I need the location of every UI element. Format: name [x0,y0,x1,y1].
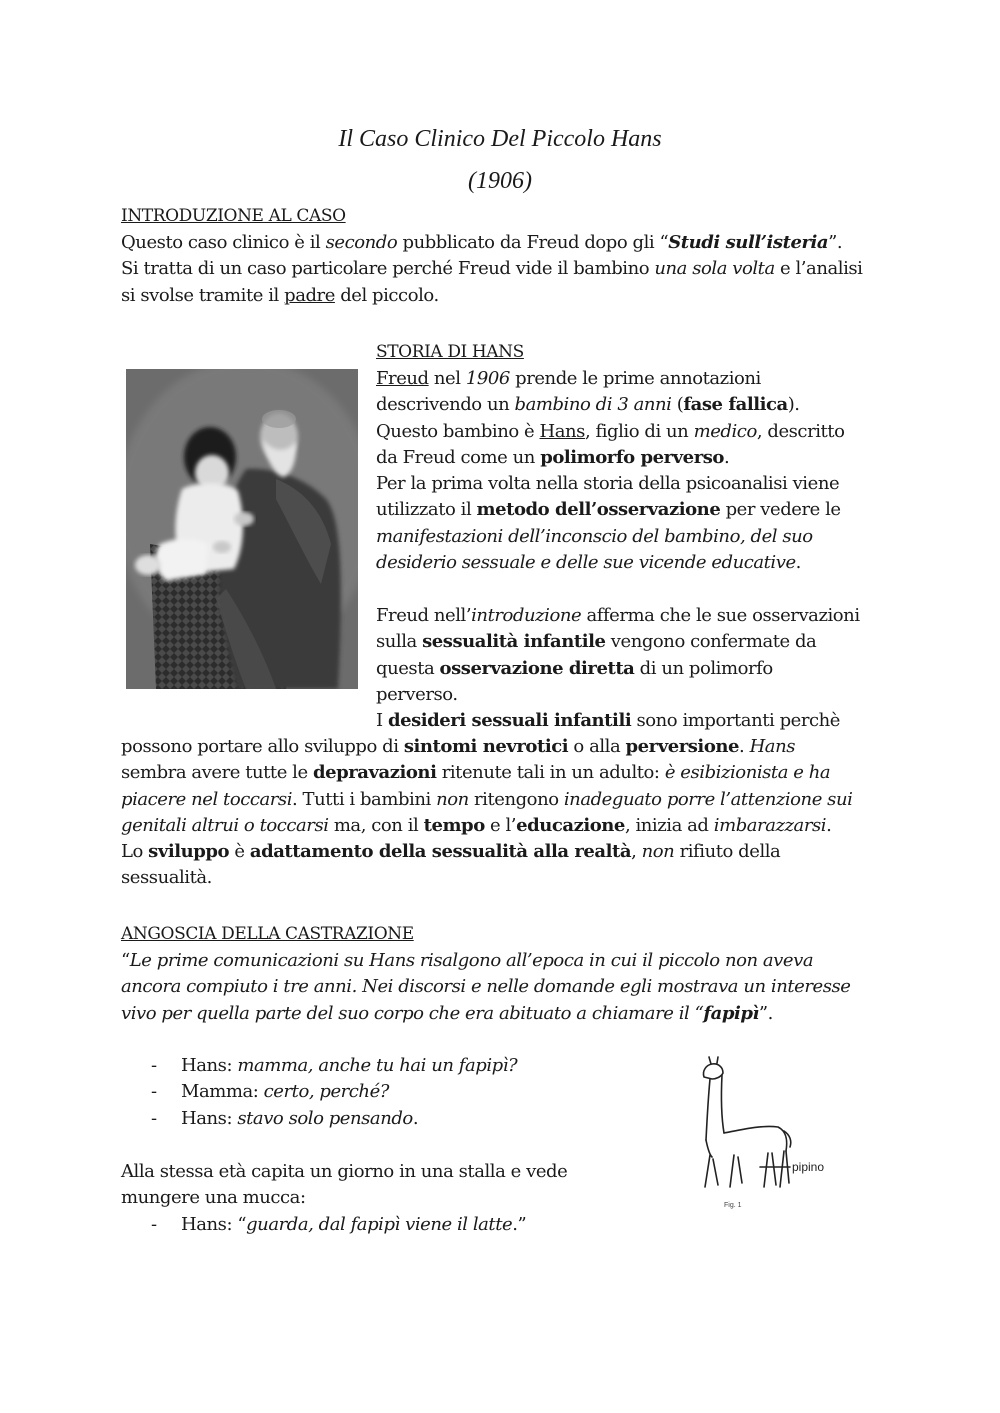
intro-paragraph [121,230,862,309]
text-line: Per la prima volta nella storia della psicoanalisi viene [376,473,840,495]
dialog-list [151,1053,601,1133]
section-heading-introduzione: INTRODUZIONE AL CASO [121,206,346,226]
text-line: desiderio sessuale e delle sue vicende educative. [376,552,801,574]
document-title: Il Caso Clinico Del Piccolo Hans [338,126,662,152]
stalla-paragraph [121,1159,567,1212]
section-heading-angoscia: ANGOSCIA DELLA CASTRAZIONE [121,924,414,944]
text-line: questa osservazione diretta di un polimorfo [376,657,773,679]
text-line: Lo sviluppo è adattamento della sessualità alla realtà, non rifiuto della [121,841,781,863]
text-line: si svolse tramite il padre del piccolo. [121,284,439,306]
text-line: Si tratta di un caso particolare perché Freud vide il bambino una sola volta e l’analisi [121,258,863,280]
text-line: piacere nel toccarsi. Tutti i bambini non ritengono inadeguato porre l’attenzione sui [121,788,853,810]
document-year: (1906) [468,168,532,194]
storia-paragraph-2 [376,603,860,708]
text-line: manifestazioni dell’inconscio del bambino, del suo [376,525,813,547]
storia-paragraph-1 [376,366,844,576]
text-line: sulla sessualità infantile vengono confermate da [376,631,817,653]
text-line: da Freud come un polimorfo perverso. [376,446,730,468]
text-line: possono portare allo sviluppo di sintomi nevrotici o alla perversione. Hans [121,736,796,757]
section-heading-storia: STORIA DI HANS [376,342,524,362]
storia-paragraph-3 [121,734,852,892]
text-line: perverso. [376,683,458,705]
text-line: genitali altrui o toccarsi ma, con il tempo e l’educazione, inizia ad imbarazzarsi. [121,814,832,836]
text-line: Alla stessa età capita un giorno in una stalla e vede [121,1161,568,1182]
sketch-caption: pipino [792,1160,825,1174]
giraffe-sketch [690,1055,840,1215]
text-line: mungere una mucca: [121,1187,306,1209]
text-line: sessualità. [121,867,212,889]
list-item: - Hans: “guarda, dal fapipì viene il latte.” [151,1214,527,1235]
text-line: utilizzato il metodo dell’osservazione per vedere le [376,499,841,521]
text-line: ancora compiuto i tre anni. Nei discorsi e nelle domande egli mostrava un interesse [121,976,851,998]
text-line: sembra avere tutte le depravazioni ritenute tali in un adulto: è esibizionista e ha [121,762,831,784]
list-item: - Hans: mamma, anche tu hai un fapipì? [151,1055,518,1076]
text-line: Questo caso clinico è il secondo pubblicato da Freud dopo gli “Studi sull’isteria”. [121,232,843,253]
text-line: descrivendo un bambino di 3 anni (fase fallica). [376,394,800,416]
storia-paragraph-3-first-line [376,708,840,734]
list-item: - Mamma: certo, perché? [151,1081,389,1103]
angoscia-quote [121,948,850,1027]
text-line: I desideri sessuali infantili sono importanti perchè [376,710,840,731]
freud-hans-photo [126,369,358,689]
text-line: “Le prime comunicazioni su Hans risalgono all’epoca in cui il piccolo non aveva [121,950,814,971]
text-line: vivo per quella parte del suo corpo che era abituato a chiamare il “fapipì”. [121,1002,773,1024]
text-line: Freud nell’introduzione afferma che le sue osservazioni [376,605,860,626]
text-line: Freud nel 1906 prende le prime annotazioni [376,368,761,389]
text-line: Questo bambino è Hans, figlio di un medico, descritto [376,420,845,442]
list-item: - Hans: stavo solo pensando. [151,1107,419,1129]
sketch-figure-label: Fig. 1 [724,1202,742,1209]
